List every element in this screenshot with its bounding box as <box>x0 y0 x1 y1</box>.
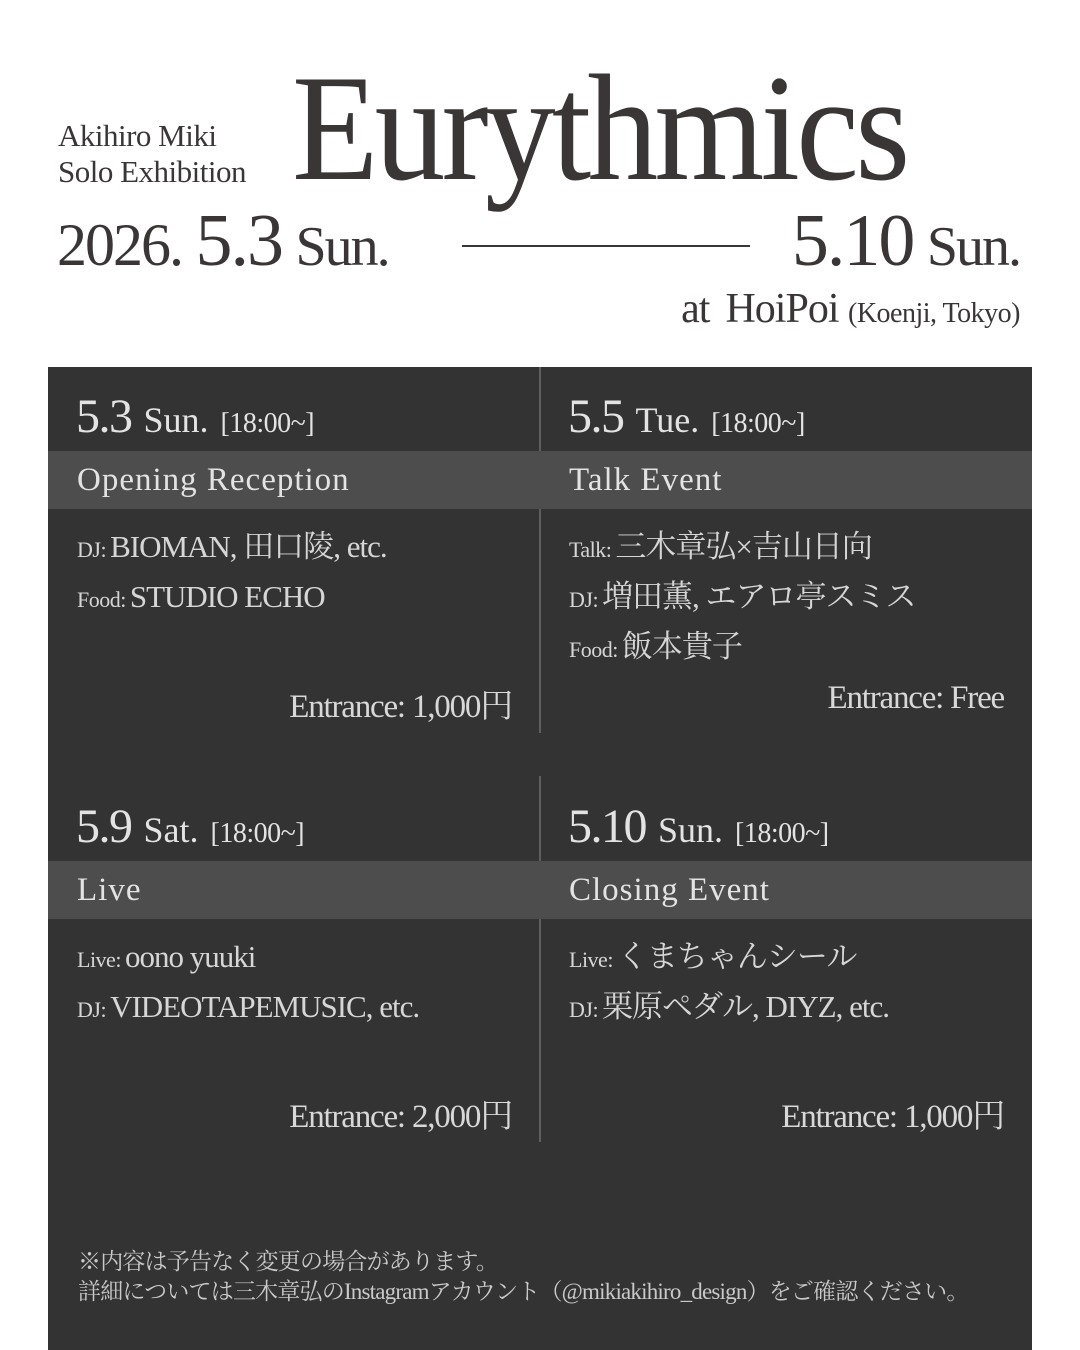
lineup-names: oono yuuki <box>124 939 256 974</box>
event-entrance-fee: Entrance: Free <box>827 680 1004 716</box>
lineup-names: 増田薫, エアロ亭スミス <box>602 579 916 614</box>
event-title: Talk Event <box>569 462 723 498</box>
event-lineup <box>77 937 419 1037</box>
lineup-row <box>569 577 916 627</box>
lineup-names: VIDEOTAPEMUSIC, etc. <box>110 989 420 1024</box>
lineup-role: Talk: <box>569 537 612 562</box>
event-card-closing-event <box>540 777 1032 1147</box>
venue-name: HoiPoi <box>725 286 839 332</box>
lineup-role: Live: <box>77 947 121 972</box>
event-card-live <box>48 777 540 1147</box>
event-month-day: 5.3 <box>76 390 132 443</box>
lineup-names: BIOMAN, 田口陵, etc. <box>110 529 387 564</box>
poster-header <box>0 0 1080 360</box>
lineup-row <box>569 987 889 1037</box>
lineup-role: DJ: <box>569 587 599 612</box>
event-time: [18:00~] <box>735 818 829 849</box>
lineup-row <box>77 527 387 577</box>
notice-line-change: ※内容は予告なく変更の場合があります。 <box>78 1249 498 1274</box>
event-entrance-fee: Entrance: 2,000円 <box>289 1099 512 1135</box>
event-title-band <box>540 451 1032 509</box>
lineup-names: 栗原ペダル, DIYZ, etc. <box>602 989 889 1024</box>
lineup-role: Live: <box>569 947 613 972</box>
event-month-day: 5.9 <box>76 800 132 853</box>
event-title-band <box>48 861 540 919</box>
venue-prefix: at <box>681 286 710 332</box>
event-title: Live <box>77 872 142 908</box>
exhibition-title: Eurythmics <box>292 44 907 212</box>
event-date <box>76 389 314 444</box>
lineup-names: くまちゃんシール <box>616 939 857 974</box>
date-end-month-day: 5.10 <box>791 200 914 282</box>
event-weekday: Sat. <box>143 810 199 850</box>
event-card-opening-reception <box>48 367 540 737</box>
event-month-day: 5.5 <box>568 390 624 443</box>
notice-line-instagram: 詳細については三木章弘のInstagramアカウント（@mikiakihiro_design）をご確認ください。 <box>78 1279 969 1304</box>
event-time: [18:00~] <box>210 818 305 849</box>
artist-credit <box>58 118 246 190</box>
artist-name: Akihiro Miki <box>58 118 217 153</box>
event-title-band <box>540 861 1032 919</box>
event-time: [18:00~] <box>711 408 805 439</box>
lineup-row <box>77 577 387 627</box>
lineup-row <box>569 937 889 987</box>
event-weekday: Tue. <box>635 400 700 440</box>
event-entrance-fee: Entrance: 1,000円 <box>781 1099 1004 1135</box>
event-date <box>568 389 805 444</box>
date-start <box>57 200 389 282</box>
event-month-day: 5.10 <box>568 800 646 853</box>
venue <box>681 284 1020 339</box>
event-title: Closing Event <box>569 872 770 908</box>
event-date <box>568 799 829 854</box>
lineup-row <box>77 987 419 1037</box>
notice-text <box>78 1247 969 1307</box>
lineup-names: 飯本貴子 <box>621 629 742 664</box>
date-end <box>791 200 1020 282</box>
event-date <box>76 799 304 854</box>
event-weekday: Sun. <box>658 810 724 850</box>
events-panel <box>48 367 1032 1350</box>
lineup-row <box>569 627 916 677</box>
event-lineup <box>77 527 387 627</box>
date-end-weekday: Sun. <box>926 216 1020 278</box>
event-lineup <box>569 527 916 677</box>
event-card-talk-event <box>540 367 1032 737</box>
event-lineup <box>569 937 889 1037</box>
date-start-month-day: 5.3 <box>195 200 282 282</box>
exhibition-type: Solo Exhibition <box>58 154 246 189</box>
event-entrance-fee: Entrance: 1,000円 <box>289 689 512 725</box>
lineup-names: STUDIO ECHO <box>129 579 325 614</box>
lineup-names: 三木章弘×吉山日向 <box>615 529 872 564</box>
event-weekday: Sun. <box>143 400 209 440</box>
date-start-year: 2026. <box>57 212 182 278</box>
event-time: [18:00~] <box>220 408 315 439</box>
event-title: Opening Reception <box>77 462 350 498</box>
venue-location: (Koenji, Tokyo) <box>848 298 1020 329</box>
event-title-band <box>48 451 540 509</box>
date-start-weekday: Sun. <box>295 216 389 278</box>
lineup-role: DJ: <box>77 537 107 562</box>
lineup-role: Food: <box>77 587 126 612</box>
date-range-line <box>462 245 750 247</box>
lineup-role: Food: <box>569 637 618 662</box>
lineup-row <box>77 937 419 987</box>
lineup-role: DJ: <box>569 997 599 1022</box>
lineup-row <box>569 527 916 577</box>
lineup-role: DJ: <box>77 997 107 1022</box>
